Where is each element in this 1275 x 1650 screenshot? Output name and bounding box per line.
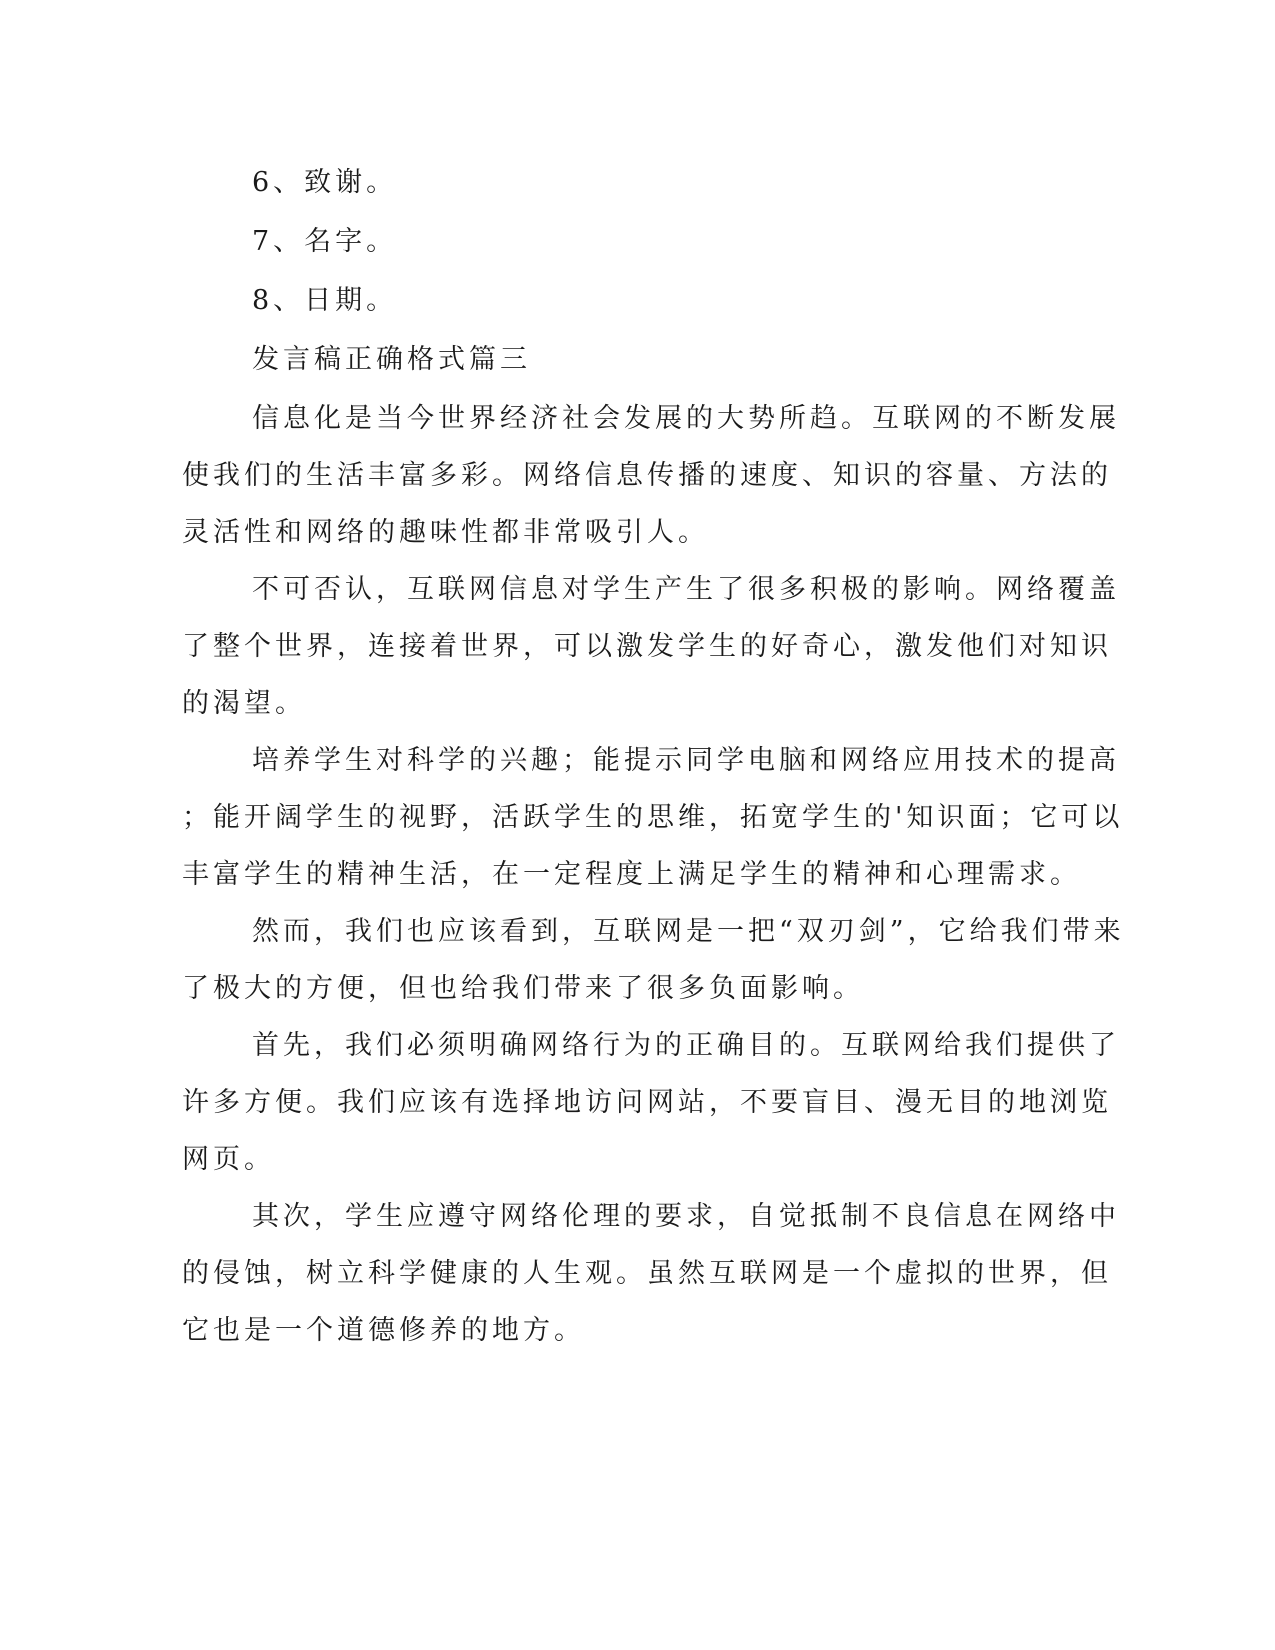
paragraph-line: 的侵蚀，树立科学健康的人生观。虽然互联网是一个虚拟的世界，但	[182, 1258, 1112, 1289]
list-item: 6、致谢。	[252, 167, 398, 198]
list-item: 8、日期。	[252, 285, 398, 316]
paragraph-line: 灵活性和网络的趣味性都非常吸引人。	[182, 517, 709, 548]
document-body	[182, 154, 1125, 1359]
paragraph-line: 了整个世界，连接着世界，可以激发学生的好奇心，激发他们对知识	[182, 631, 1112, 662]
paragraph	[182, 561, 1120, 732]
paragraph-line: 丰富学生的精神生活，在一定程度上满足学生的精神和心理需求。	[182, 859, 1081, 890]
paragraph-line: 然而，我们也应该看到，互联网是一把“双刃剑”，它给我们带来	[252, 916, 1125, 947]
paragraph-line: 首先，我们必须明确网络行为的正确目的。互联网给我们提供了	[252, 1030, 1120, 1061]
paragraph-line: 许多方便。我们应该有选择地访问网站，不要盲目、漫无目的地浏览	[182, 1087, 1112, 1118]
paragraph-line: 了极大的方便，但也给我们带来了很多负面影响。	[182, 973, 864, 1004]
paragraph	[182, 732, 1124, 903]
paragraph-line: 使我们的生活丰富多彩。网络信息传播的速度、知识的容量、方法的	[182, 460, 1112, 491]
paragraph-line: 培养学生对科学的兴趣；能提示同学电脑和网络应用技术的提高	[252, 745, 1120, 776]
paragraph-line: 不可否认，互联网信息对学生产生了很多积极的影响。网络覆盖	[252, 574, 1120, 605]
paragraph	[182, 390, 1120, 561]
paragraph	[182, 1017, 1120, 1188]
paragraph-line: 信息化是当今世界经济社会发展的大势所趋。互联网的不断发展	[252, 403, 1120, 434]
paragraph-line: 网页。	[182, 1144, 275, 1175]
section-heading: 发言稿正确格式篇三	[252, 344, 531, 375]
paragraph-line: 它也是一个道德修养的地方。	[182, 1315, 585, 1346]
paragraph-line: 其次，学生应遵守网络伦理的要求，自觉抵制不良信息在网络中	[252, 1201, 1120, 1232]
list-item: 7、名字。	[252, 226, 398, 257]
paragraph-line: ；能开阔学生的视野，活跃学生的思维，拓宽学生的'知识面；它可以	[182, 802, 1124, 833]
paragraph	[182, 903, 1125, 1017]
paragraph	[182, 1188, 1120, 1359]
paragraph-line: 的渴望。	[182, 688, 306, 719]
